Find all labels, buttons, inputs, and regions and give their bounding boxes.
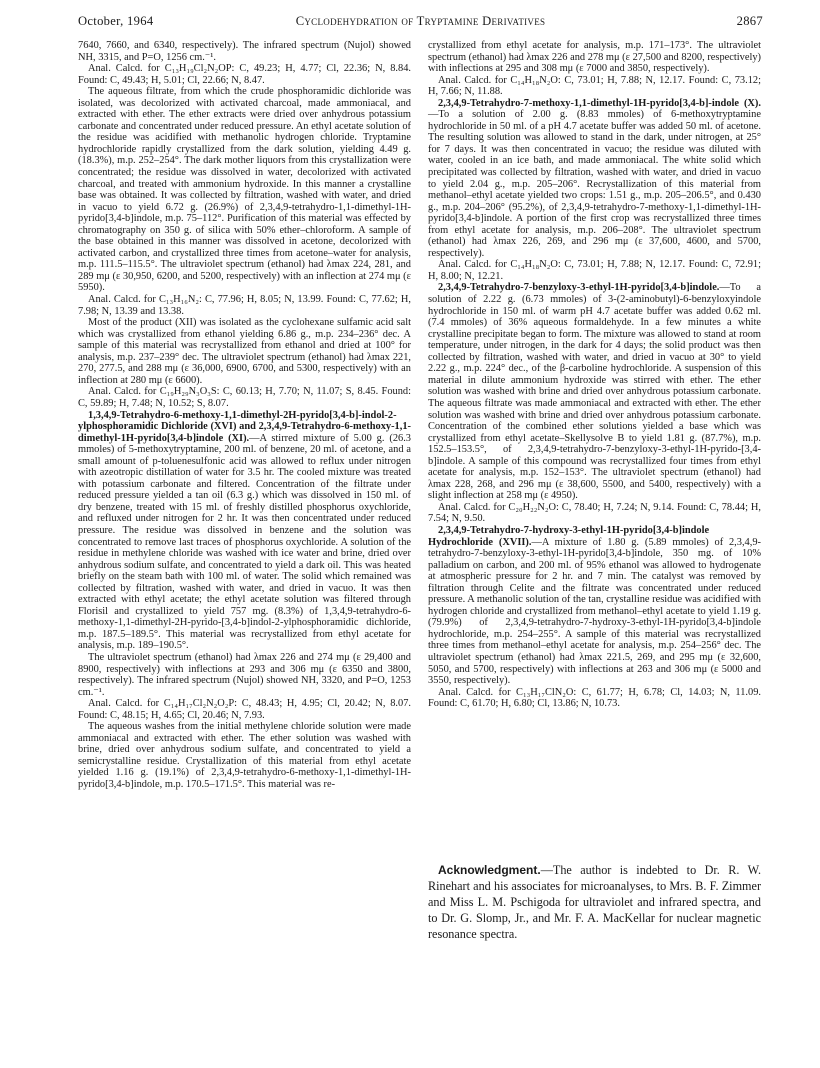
analysis-paragraph: Anal. Calcd. for C₁₄H₁₇Cl₂N₂O₂P: C, 48.43; H, 4.95; Cl, 20.42; N, 8.07. Found: C, 48.15; H, 4.65; Cl, 20.46; N, 7.93.: [78, 698, 411, 721]
paragraph: The ultraviolet spectrum (ethanol) had λmax 226 and 274 mμ (ε 29,400 and 8900, respectively) with inflections at 293 and 306 mμ (ε 6350 and 3800, respectively). The infrared spectrum (Nujol) showed NH, 3320, and P=O, 1253 cm.⁻¹.: [78, 651, 411, 698]
analysis-paragraph: Anal. Calcd. for C₁₃H₁₇ClN₂O: C, 61.77; H, 6.78; Cl, 14.03; N, 11.09. Found: C, 61.70; H, 6.80; Cl, 13.86; N, 10.73.: [428, 686, 761, 710]
paragraph: The aqueous filtrate, from which the crude phosphoramidic dichloride was isolated, was decolorized with activated charcoal, made ammoniacal, and extracted with ether. The ether extracts were dried over anhydrous potassium carbonate and concentrated under reduced pressure. An ethyl acetate solution of the residue was acidified with methanolic hydrogen chloride. Tryptamine hydrochloride rapidly crystallized from the dark solution, yielding 4.49 g. (18.3%), m.p. 252–254°. The dark mother liquors from this crystallization were concentrated; the residue was dissolved in water, decolorized with activated charcoal, and treated with ammonium hydroxide. In this manner a crystalline base was obtained. It was collected by filtration, washed with water, and dried in vacuo to yield 6.72 g. (26.9%) of 2,3,4,9-tetrahydro-1,1-dimethyl-1H-pyrido[3,4-b]indole, m.p. 75–112°. Purification of this material was effected by chromatography on 350 g. of silica with 50% ether–chloroform. A sample of the base obtained in this manner was dissolved in acetone, decolorized with activated carbon, and crystallized three times from acetone–water for analysis, m.p. 111.5–115.5°. The ultraviolet spectrum (ethanol) had λmax 224, 281, and 289 mμ (ε 30,950, 6200, and 5200, respectively) with an inflection at 274 mμ (ε 5950).: [78, 86, 411, 294]
header-date: October, 1964: [78, 14, 154, 28]
paragraph: crystallized from ethyl acetate for analysis, m.p. 171–173°. The ultraviolet spectrum (ethanol) had λmax 226 and 278 mμ (ε 27,500 and 8200, respectively) with inflections at 295 and 308 mμ (ε 7000 and 3850, respectively).: [428, 40, 761, 75]
page-number: 2867: [736, 14, 763, 28]
procedure-heading: 2,3,4,9-Tetrahydro-7-benzyloxy-3-ethyl-1H-pyrido[3,4-b]indole.: [438, 282, 720, 294]
analysis-paragraph: Anal. Calcd. for C₁₃H₁₉Cl₂N₂OP: C, 49.23; H, 4.77; Cl, 22.36; N, 8.84. Found: C, 49.43; H, 5.01; Cl, 22.66; N, 8.47.: [78, 63, 411, 86]
running-header: [78, 14, 763, 32]
procedure-heading: 1,3,4,9-Tetrahydro-6-methoxy-1,1-dimethyl-2H-pyrido[3,4-b]-indol-2-ylphosphoramidic Dichloride (XVI) and 2,3,4,9-Tetrahydro-6-methoxy-1,1-dimethyl-1H-pyrido[3,4-b]indole (XI).: [78, 409, 411, 444]
header-title: Cyclodehydration of Tryptamine Derivatives: [295, 14, 546, 28]
paragraph: The aqueous washes from the initial methylene chloride solution were made ammoniacal and extracted with ether. The ether solution was washed with brine, dried over anhydrous sodium sulfate, and concentrated to yield a semicrystalline residue. Crystallization of this material from ethyl acetate yielded 1.16 g. (19.1%) of 2,3,4,9-tetrahydro-6-methoxy-1,1-dimethyl-1H-pyrido[3,4-b]indole, m.p. 170.5–171.5°. This material was re-: [78, 721, 411, 790]
procedure-body: —To a solution of 2.22 g. (6.73 mmoles) of 3-(2-aminobutyl)-6-benzyloxyindole hydrochloride in 150 ml. of warm pH 4.7 acetate buffer was added 0.62 ml. (7.4 mmoles) of 36% aqueous formaldehyde. In a few minutes a white crystalline precipitate began to form. The mixture was allowed to stand at room temperature, under nitrogen, in the dark for 4 days; the solid product was then collected by filtration, washed with water, and dried in vacuo at 30° to yield 2.22 g., m.p. 224° dec., of the β-carboline hydrochloride. A suspension of this material in dilute ammonium hydroxide was stirred with ether. The ether solution was washed with brine and dried over anhydrous potassium carbonate. The aqueous filtrate was made ammoniacal and extracted with ether. The ether solution was washed with brine and dried over anhydrous potassium carbonate. Concentration of the combined ether solutions yielded a base which was crystallized from ethyl acetate–Skellysolve B to yield 1.81 g. (87.7%), m.p. 152.5–153.5°, of 2,3,4,9-tetrahydro-7-benzyloxy-3-ethyl-1H-pyrido-[3,4-b]indole. A sample of this compound was recrystallized four times from ethyl acetate for analysis, m.p. 152–153°. The ultraviolet spectrum (ethanol) had λmax 228, 268, and 296 mμ (ε 38,600, 5500, and 5400, respectively) with a slight inflection at 258 mμ (ε 4950).: [428, 282, 761, 502]
procedure-paragraph: [78, 410, 411, 652]
procedure-paragraph: [428, 282, 761, 501]
paragraph: 7640, 7660, and 6340, respectively). The infrared spectrum (Nujol) showed NH, 3315, and P=O, 1256 cm.⁻¹.: [78, 40, 411, 63]
acknowledgment-body: —The author is indebted to Dr. R. W. Rinehart and his associates for microanalyses, to Mrs. B. F. Zimmer and Miss L. M. Pschigoda for ultraviolet and infrared spectra, and to Dr. G. Slomp, Jr., and Mr. F. A. MacKellar for nuclear magnetic resonance spectra.: [428, 863, 761, 941]
paragraph: Most of the product (XII) was isolated as the cyclohexane sulfamic acid salt which was crystallized from ethanol yielding 6.86 g., m.p. 234–236° dec. A sample of this material was recrystallized from ethanol and dried at 100° for analysis, m.p. 237–239° dec. The ultraviolet spectrum (ethanol) had λmax 221, 270, 277.5, and 288 mμ (ε 36,000, 6900, 6700, and 5300, respectively) with an inflection at 280 mμ (ε 6600).: [78, 317, 411, 386]
analysis-paragraph: Anal. Calcd. for C₁₃H₁₆N₂: C, 77.96; H, 8.05; N, 13.99. Found: C, 77.62; H, 7.98; N, 13.39 and 13.38.: [78, 294, 411, 317]
analysis-paragraph: Anal. Calcd. for C₁₄H₁₈N₂O: C, 73.01; H, 7.88; N, 12.17. Found: C, 72.91; H, 8.00; N, 12.21.: [428, 259, 761, 282]
procedure-heading: 2,3,4,9-Tetrahydro-7-hydroxy-3-ethyl-1H-pyrido[3,4-b]indole Hydrochloride (XVII).: [428, 524, 710, 548]
left-column: [78, 40, 411, 791]
procedure-paragraph: [428, 525, 761, 687]
procedure-paragraph: [428, 98, 761, 260]
acknowledgment-title: Acknowledgment.: [438, 863, 541, 877]
analysis-paragraph: Anal. Calcd. for C₁₉H₂₉N₃O₃S: C, 60.13; H, 7.70; N, 11.07; S, 8.45. Found: C, 59.89; H, 7.48; N, 10.52; S, 8.07.: [78, 386, 411, 409]
acknowledgment-paragraph: [428, 863, 761, 943]
acknowledgment-section: [428, 863, 761, 943]
procedure-body: —A mixture of 1.80 g. (5.89 mmoles) of 2,3,4,9-tetrahydro-7-benzyloxy-3-ethyl-1H-pyrido[3,4-b]indole, 350 mg. of 10% palladium on carbon, and 200 ml. of 95% ethanol was allowed to hydrogenate at atmospheric pressure for 2 hr. and 7 min. The catalyst was removed by filtration through Celite and the filtrate was concentrated under reduced pressure. A methanolic solution of the tan, crystalline residue was acidified with hydrogen chloride and crystallized from methanol–ethyl acetate to yield 1.19 g. (79.9%) of 2,3,4,9-tetrahydro-7-hydroxy-3-ethyl-1H-pyrido[3,4-b]indole hydrochloride, m.p. 254–255°. A sample of this material was recrystallized three times from methanol–ethyl acetate for analysis, m.p. 254–256° dec. The ultraviolet spectrum (ethanol) had λmax 221.5, 269, and 295 mμ (ε 32,600, 5050, and 5700, respectively) with inflections at 263 and 306 mμ (ε 5000 and 3550, respectively).: [428, 536, 762, 687]
analysis-paragraph: Anal. Calcd. for C₂₀H₂₂N₂O: C, 78.40; H, 7.24; N, 9.14. Found: C, 78.44; H, 7.54; N, 9.50.: [428, 501, 761, 525]
analysis-paragraph: Anal. Calcd. for C₁₄H₁₈N₂O: C, 73.01; H, 7.88; N, 12.17. Found: C, 73.12; H, 7.66; N, 11.88.: [428, 74, 761, 98]
right-column: [428, 40, 761, 710]
procedure-body: —A stirred mixture of 5.00 g. (26.3 mmoles) of 5-methoxytryptamine, 200 ml. of benzene, 20 ml. of acetone, and a small amount of p-toluenesulfonic acid was allowed to reflux under nitrogen with azeotropic distillation of water for 3.5 hr. The cooled mixture was treated with potassium carbonate and filtered. Concentration of the filtrate under reduced pressure yielded a tan oil (6.3 g.) which was dissolved in 150 ml. of dry benzene, treated with 15 ml. of freshly distilled phosphorus oxychloride, and refluxed under nitrogen for 2 hr. It was then concentrated under reduced pressure. The residue was dissolved in benzene and the solution was concentrated to remove last traces of phosphorus oxychloride. A solution of the residue in methylene chloride was washed with ice water and brine, dried over anhydrous sodium sulfate, and concentrated to yield a dark oil. This was heated briefly on the steam bath with 100 ml. of water. The solid which remained was collected by filtration, washed with water, and dried in vacuo. It was then extracted with ethyl acetate; the ethyl acetate solution was filtered through Florisil and crystallized to yield 757 mg. (8.3%) of 1,3,4,9-tetrahydro-6-methoxy-1,1-dimethyl-2H-pyrido-[3,4-b]indol-2-ylphosphoramidic dichloride, m.p. 187.5–189.5°. This material was recrystallized from ethyl acetate for analysis, m.p. 189–190.5°.: [78, 432, 411, 652]
procedure-body: —To a solution of 2.00 g. (8.83 mmoles) of 6-methoxytryptamine hydrochloride in 50 ml. of a pH 4.7 acetate buffer was added 50 ml. of acetone. The resulting solution was allowed to stand in the dark, under nitrogen, at 25° for 7 days. It was then concentrated in vacuo; the residue was diluted with water, cooled in an ice bath, and made ammoniacal. The white solid which precipitated was collected by filtration, washed with water, and dried in vacuo to yield 2.04 g., m.p. 205–206°. Recrystallization of this material from methanol–ethyl acetate yielded two crops: 1.51 g., m.p. 205–206.5°, and 0.430 g., m.p. 204–206° (95.2%), of 2,3,4,9-tetrahydro-7-methoxy-1,1-dimethyl-1H-pyrido[3,4-b]indole. A portion of the first crop was recrystallized three times from ethyl acetate for analysis, m.p. 206–208°. The ultraviolet spectrum (ethanol) had λmax 226, 269, and 296 mμ (ε 37,600, 4600, and 5700, respectively).: [428, 109, 761, 259]
procedure-heading: 2,3,4,9-Tetrahydro-7-methoxy-1,1-dimethyl-1H-pyrido[3,4-b]-indole (X).: [438, 97, 761, 109]
